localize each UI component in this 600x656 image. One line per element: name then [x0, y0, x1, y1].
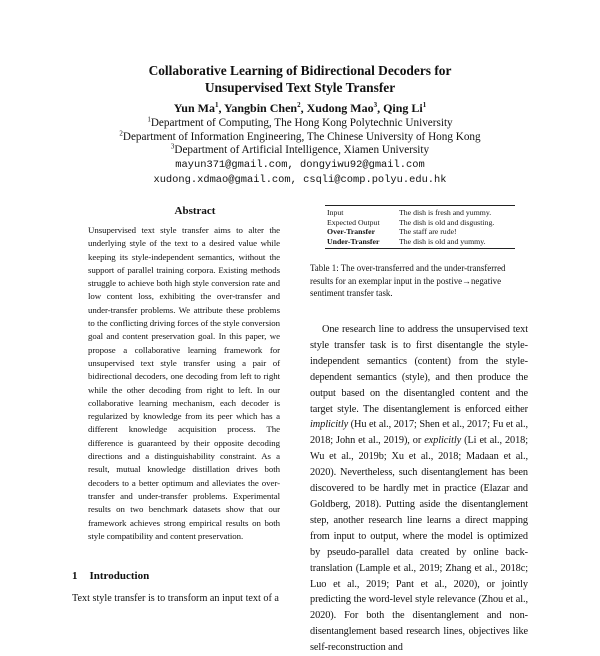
- author-sup: 2: [297, 101, 301, 109]
- abstract-heading: Abstract: [174, 205, 216, 217]
- section-heading-introduction: [72, 570, 149, 582]
- affiliation-text: Department of Information Engineering, The Chinese University of Hong Kong: [122, 130, 481, 143]
- table-row: [325, 206, 515, 218]
- row-label: Over-Transfer: [327, 227, 376, 237]
- table-caption: Table 1: The over-transferred and the under-transferred results for an exemplar input in the postive→negative sentiment transfer task.: [310, 263, 506, 299]
- affiliation-text: Department of Computing, The Hong Kong Polytechnic University: [150, 117, 453, 129]
- affiliation-text: Department of Artificial Intelligence, Xiamen University: [174, 144, 430, 157]
- affiliation-line: [0, 117, 600, 131]
- title-line-1: Collaborative Learning of Bidirectional Decoders for: [148, 63, 452, 78]
- email-line-2: xudong.xdmao@gmail.com, csqli@comp.polyu.edu.hk: [153, 174, 447, 186]
- author-sup: 1: [422, 101, 427, 109]
- author-name: Yangbin Chen: [224, 101, 298, 115]
- author-sup: 1: [214, 101, 219, 109]
- right-column-paragraph: [310, 322, 528, 656]
- affiliation-sup: 3: [170, 142, 175, 151]
- paragraph-part: (Hu et al., 2017; Shen et al., 2017; Fu et al., 2018; John et al., 2019), or: [310, 419, 528, 447]
- emphasis-implicitly: implicitly: [310, 419, 349, 431]
- author-list: Yun Ma$^1$, Yangbin Chen$^2$, Xudong Mao$^3$, Qing Li$^1$: [173, 101, 427, 115]
- emphasis-explicitly: explicitly: [424, 435, 462, 447]
- row-text: The dish is old and yummy.: [399, 236, 486, 246]
- introduction-first-line: Text style transfer is to transform an input text of a: [72, 593, 279, 604]
- row-text: The staff are rude!: [399, 227, 457, 237]
- row-text: The dish is fresh and yummy.: [399, 208, 492, 217]
- section-title: Introduction: [89, 570, 150, 582]
- author-name: Qing Li: [383, 101, 423, 115]
- affiliation-line: [0, 128, 600, 145]
- affiliation-sup: 1: [147, 115, 151, 124]
- paper-title: [0, 63, 600, 96]
- paragraph-part: (Li et al., 2018; Wu et al., 2019b; Xu et al., 2018; Madaan et al., 2020). Nevertheless, such disentanglement has been discovered to be hardly met in practice (Elazar and Goldberg, 2018). Putting aside the disentanglement step, another research line learns a direct mapping from input to output, where the model is optimized by pseudo-parallel data created by online back-translation (Lample et al., 2019; Zhang et al., 2018c; Luo et al., 2019; Pant et al., 2020), or jointly predicting the word-level style relevance (Zhou et al., 2020). For both the disentanglement and non-disentanglement based research lines, objectives like self-reconstruction and: [310, 435, 529, 654]
- author-name: Xudong Mao: [306, 101, 374, 115]
- example-table: [325, 205, 515, 249]
- row-label: Input: [327, 208, 344, 217]
- author-name: Yun Ma: [173, 101, 215, 115]
- table-row: [325, 218, 515, 228]
- affiliation-sup: 2: [119, 128, 123, 137]
- email-line-1: mayun371@gmail.com, dongyiwu92@gmail.com: [175, 159, 425, 171]
- affiliations: [0, 117, 600, 158]
- abstract-text: Unsupervised text style transfer aims to alter the underlying style of the text to a desired value while keeping its style-independent semantics, without the support of parallel training corpora. Existing methods struggle to achieve both high style conversion rate and low content loss, exhibiting the over-transfer and under-transfer problems. We attribute these problems to the conflicting driving forces of the style conversion goal and content preservation goal. In this paper, we propose a collaborative learning framework for unsupervised text style transfer using a pair of bidirectional decoders, one decoding from left to right while the other decoding from right to left. In our collaborative learning mechanism, each decoder is regularized by knowledge from its peer which has a different knowledge acquisition process. The difference is guaranteed by their opposite decoding directions and a distinguishability constraint. As a result, mutual knowledge distillation drives both decoders to a better optimum and alleviates the over-transfer and under-transfer problems. Experimental results on two benchmark datasets show that our framework achieves strong empirical results on both style compatibility and content preservation.: [88, 225, 280, 541]
- affiliation-line: [0, 144, 600, 158]
- title-line-2: Unsupervised Text Style Transfer: [204, 79, 396, 95]
- section-number: 1: [72, 570, 78, 582]
- row-label: Expected Output: [327, 217, 380, 227]
- author-sup: 3: [373, 101, 378, 109]
- row-text: The dish is old and disgusting.: [399, 217, 495, 227]
- table-row: [325, 237, 515, 249]
- author-emails: [0, 158, 600, 188]
- table-row: [325, 227, 515, 237]
- paragraph-part: One research line to address the unsupervised text style transfer task is to first disentangle the style-independent semantics (content) from the style-dependent semantics (style), and then produce the output based on the disentangled content and the target style. The disentanglement is enforced either: [310, 324, 528, 415]
- row-label: Under-Transfer: [327, 236, 380, 246]
